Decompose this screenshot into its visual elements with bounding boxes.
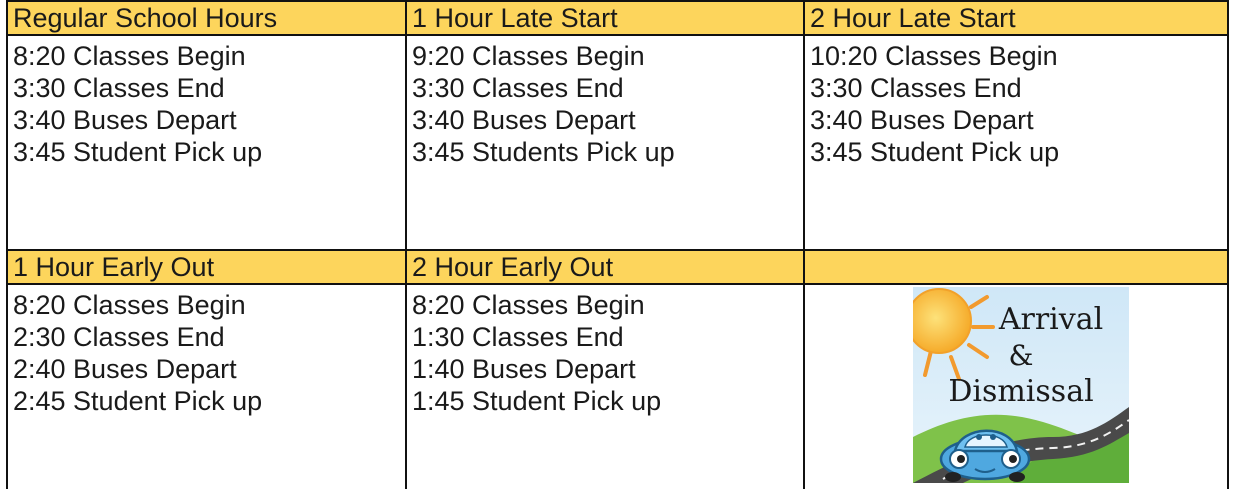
cell-2-hour-late-start bbox=[804, 35, 1228, 250]
schedule-line: 10:20 Classes Begin bbox=[810, 41, 1058, 71]
schedule-line: 8:20 Classes Begin bbox=[412, 290, 645, 320]
schedule-line: 3:40 Buses Depart bbox=[810, 105, 1034, 135]
schedule-line: 3:40 Buses Depart bbox=[13, 105, 237, 135]
schedule-line: 1:40 Buses Depart bbox=[412, 354, 636, 384]
schedule-line: 8:20 Classes Begin bbox=[13, 41, 246, 71]
cell-regular-school-hours bbox=[7, 35, 406, 250]
schedule-line: 2:30 Classes End bbox=[13, 322, 225, 352]
header-regular-school-hours: Regular School Hours bbox=[7, 1, 406, 35]
schedule-line: 2:40 Buses Depart bbox=[13, 354, 237, 384]
schedule-line: 3:30 Classes End bbox=[810, 73, 1022, 103]
header-row-1 bbox=[7, 1, 1228, 35]
schedule-line: 9:20 Classes Begin bbox=[412, 41, 645, 71]
header-2-hour-early-out: 2 Hour Early Out bbox=[406, 250, 804, 284]
schedule-line: 3:45 Student Pick up bbox=[13, 137, 263, 167]
arrival-dismissal-illustration bbox=[913, 287, 1129, 483]
header-row-2 bbox=[7, 250, 1228, 284]
header-2-hour-late-start: 2 Hour Late Start bbox=[804, 1, 1228, 35]
schedule-line: 3:30 Classes End bbox=[412, 73, 624, 103]
schedule-line: 3:45 Student Pick up bbox=[810, 137, 1060, 167]
schedule-row-2 bbox=[7, 284, 1228, 489]
illustration-line-arrival: Arrival bbox=[998, 302, 1104, 337]
header-1-hour-early-out: 1 Hour Early Out bbox=[7, 250, 406, 284]
illustration-line-dismissal: Dismissal bbox=[948, 374, 1094, 409]
cell-1-hour-late-start bbox=[406, 35, 804, 250]
schedule-line: 3:45 Students Pick up bbox=[412, 137, 675, 167]
cell-1-hour-early-out bbox=[7, 284, 406, 489]
cell-illustration bbox=[804, 284, 1228, 489]
schedule-line: 3:30 Classes End bbox=[13, 73, 225, 103]
sun-disc bbox=[913, 289, 971, 353]
cell-2-hour-early-out bbox=[406, 284, 804, 489]
schedule-line: 1:45 Student Pick up bbox=[412, 386, 662, 416]
header-1-hour-late-start: 1 Hour Late Start bbox=[406, 1, 804, 35]
schedule-line: 1:30 Classes End bbox=[412, 322, 624, 352]
schedule-line: 8:20 Classes Begin bbox=[13, 290, 246, 320]
schedule-line: 3:40 Buses Depart bbox=[412, 105, 636, 135]
illustration-line-ampersand: & bbox=[1008, 339, 1034, 372]
schedule-row-1 bbox=[7, 35, 1228, 250]
schedule-table bbox=[6, 0, 1229, 489]
header-empty bbox=[804, 250, 1228, 284]
schedule-line: 2:45 Student Pick up bbox=[13, 386, 263, 416]
